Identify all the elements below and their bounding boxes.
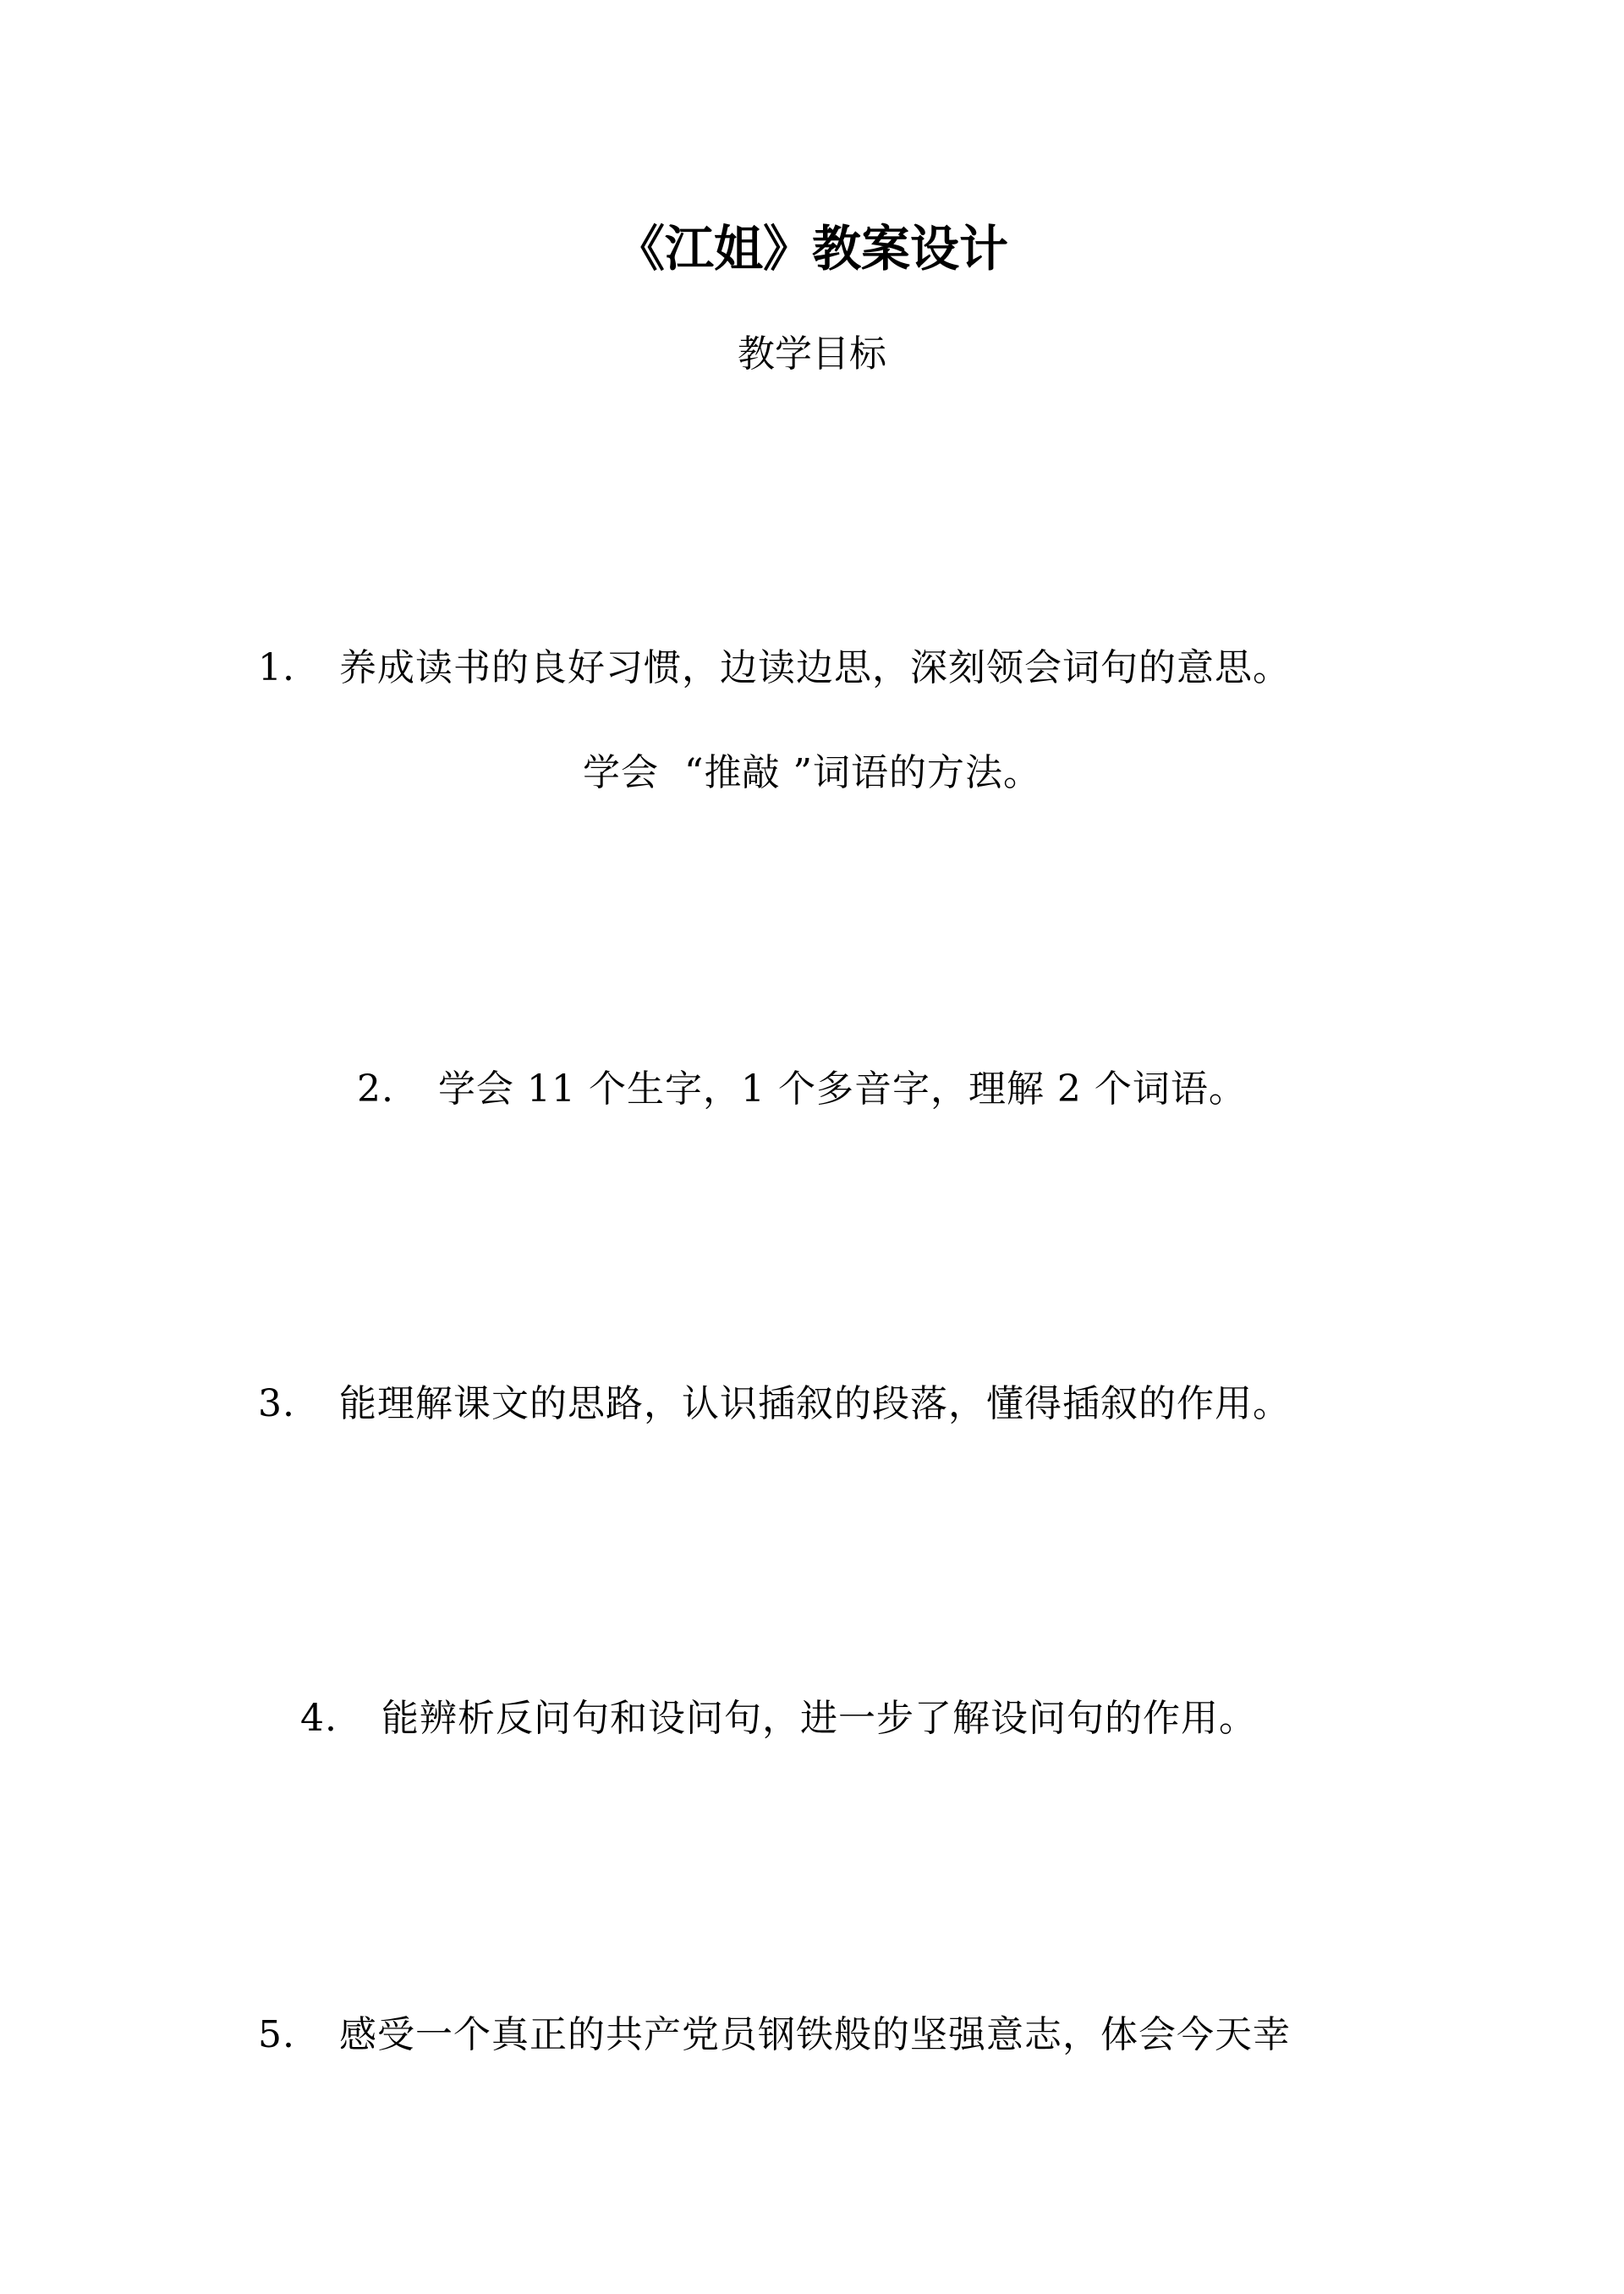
goal-item-1-continuation <box>0 748 1624 799</box>
goal-number: 3. <box>258 1382 295 1425</box>
goal-text: 养成读书的良好习惯，边读边思，深刻领会词句的意思。 <box>339 646 1291 689</box>
document-subtitle: 教学目标 <box>738 332 886 376</box>
goal-number: 5. <box>258 2013 295 2056</box>
goal-text: 能辨析反问句和设问句，进一步了解设问句的作用。 <box>381 1697 1257 1740</box>
goal-item-3 <box>258 1379 1291 1430</box>
goal-text-suffix: 词语的方法。 <box>812 751 1041 794</box>
goal-number: 4. <box>300 1697 337 1740</box>
document-title: 《江姐》教案设计 <box>615 220 1008 277</box>
goal-item-4 <box>300 1693 1257 1744</box>
goal-item-1 <box>258 643 1291 694</box>
goal-quote: “推敲 ” <box>684 751 813 794</box>
goal-text: 感受一个真正的共产党员钢铁般的坚强意志，体会今天幸 <box>339 2013 1291 2056</box>
goal-number: 1. <box>258 646 295 689</box>
goal-number: 2. <box>357 1067 394 1111</box>
goal-text: 能理解课文的思路，认识插叙的段落，懂得插叙的作用。 <box>339 1382 1291 1425</box>
goal-text-prefix: 学会 <box>583 751 660 794</box>
goal-item-5 <box>258 2010 1291 2061</box>
goal-item-2 <box>357 1064 1247 1115</box>
goal-text: 学会 11 个生字，1 个多音字，理解 2 个词语。 <box>438 1067 1247 1111</box>
